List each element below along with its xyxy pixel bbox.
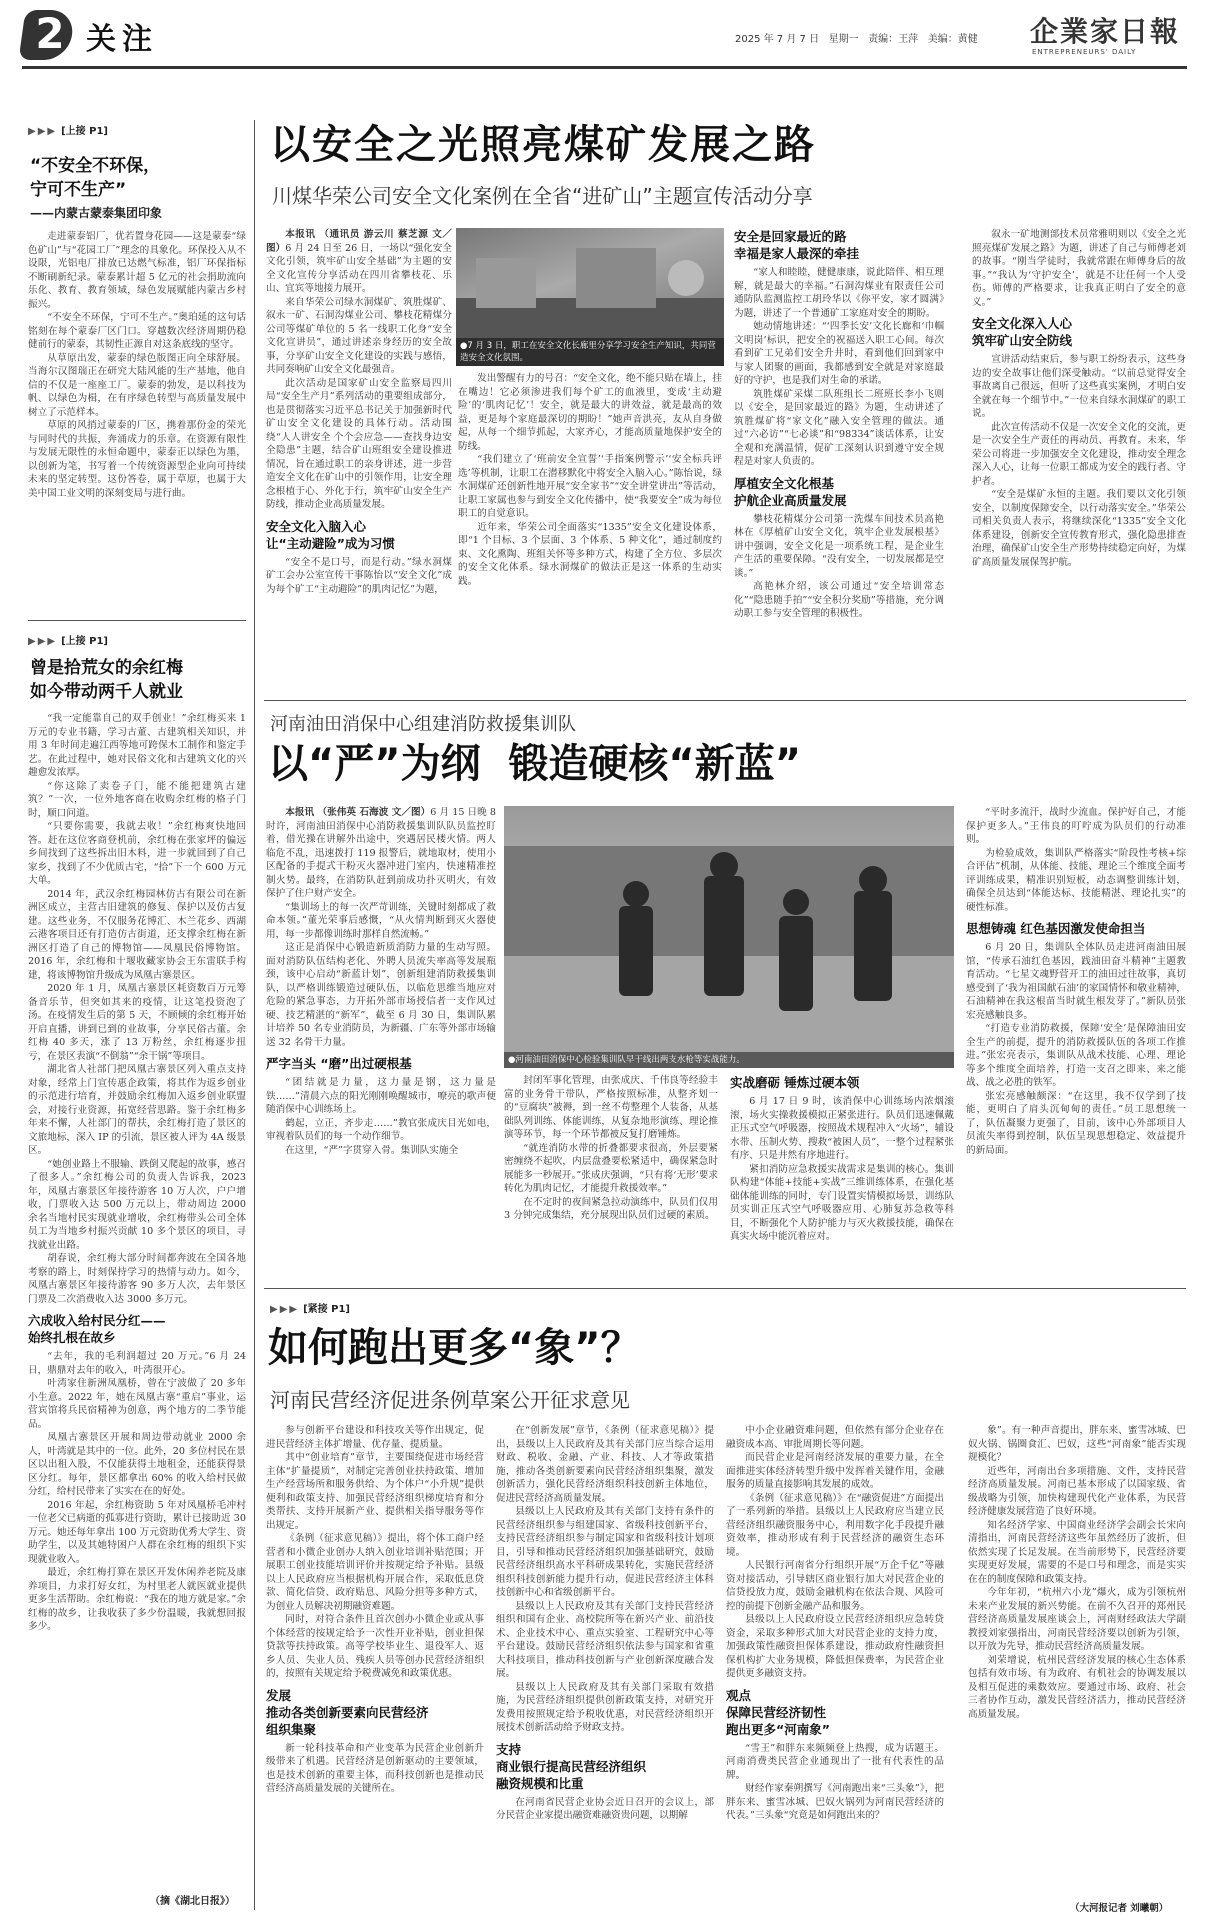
sidebar-subhead: 六成收入给村民分红—— 始终扎根在故乡 xyxy=(28,1313,166,1345)
sidebar-article1-body: 走进蒙泰铝厂，优若置身花园——这是蒙泰“绿色矿山”与“花园工厂”理念的具象化。环保投入从不设限，光铝电厂排放已达燃气标准，铝厂环保指标不断刷新纪录。蒙泰累计超 5 亿元的社会捐助流向乐化、教育、教育领域，绿色发展赋能内蒙古乡村振兴。 “不安全不环保，宁可不生产。”奥珀延的这句话铭刻在每个蒙泰厂区门口。穿越数次经济周期仍稳健前行的蒙泰，其韧性正源自对这条底线的坚守。 从草原出发，蒙泰的绿色版图正向全球舒展。当海尔汉图瑞正在研究大陆风能的生产基地，他自信的不仅是一座座工厂。蒙泰的勃发，是以科技为帆、以绿色为楫，在有序绿色转型与高质量发展中树立了示范样本。 草原的风捎过蒙泰的厂区，携着那份金的荣光与同时代的共振，奔涌成力的乐章。在资源有限性与发展无限性的永恒命题中，蒙泰正以绿色为墨，以创新为笔，书写着一个传统资源型企业向可持续未来的坚定转型。这份答卷，属于草原，也属于大美中国工业文明的深刻变局与进行曲。 xyxy=(28,231,246,499)
article3-divider xyxy=(264,700,1186,701)
article3-col1: 本报讯 （通讯员 游云川 蔡芝源 文／图）6 月 24 日至 26 日，一场以“强化安全文化引领，筑牢矿山安全基础”为主题的安全文化宣传分享活动在四川省攀枝花、乐山、宜宾等地接力展开。 来自华荣公司绿水洞煤矿、筑胜煤矿、叙永一矿、石洞沟煤业公司、攀枝花精煤分公司等煤矿单位的 5 名一线职工化身“安全文化宣讲员”，通过讲述亲身经历的安全故事，分享矿山安全文化建设的实践与感悟，共同奏响矿山安全文化最强音。 此次活动是国家矿山安全监察局四川局“安全生产月”系列活动的重要组成部分，也是贯彻落实习近平总书记关于加强新时代矿山安全文化建设的具体行动。活动围绕“人人讲安全 个个会应急——查找身边安全隐患”主题，结合矿山班组安全建设推进情况，旨在通过职工的亲身讲述，进一步营造安全文化在矿山中的引领作用，让安全理念根植于心、外化于行，筑牢矿山安全生产防线，推动企业高质量发展。 安全文化入脑入心 让“主动避险”成为习惯 “安全不是口号，而是行动。”绿水洞煤矿工会办公室宣传干事陈怡以“安全文化”成为每个矿工“主动避险”的肌肉记忆”为题， xyxy=(266,229,452,595)
jump-label-2: ▶▶▶ [上接 P1] xyxy=(28,636,108,647)
article4-subhead-2: 实战磨砺 锤炼过硬本领 xyxy=(730,1075,860,1090)
article3-col3: 安全是回家最近的路 幸福是家人最深的牵挂 “家人和睦睦，健健康康，说此陪伴、相互理解，就是最大的幸福。”石洞沟煤业有限责任公司通防队监测监控工胡玲华以《你平安，家才圆满》为题，讲述了一个普通矿工家庭对安全的期盼。 她动情地讲述：“‘四季长安’文化长廊和‘巾帼文明岗’标识，把安全的祝福送入职工心间。每次看到矿工兄弟们安全升井时，看到他们回到家中与家人团聚的画面，我都感到安全就是对家庭最好的守护，也是我们对生命的承诺。 筑胜煤矿采煤二队班组长二班班长李小飞则以《安全，是回家最近的路》为题，生动讲述了筑胜煤矿将“家文化”融入安全管理的做法。通过“六必访”“七必谈”和“98334”谈话体系，让安全观和充满温情，促矿工深刻认识到遵守安全规程是对家人负责的。 厚植安全文化根基 护航企业高质量发展 攀枝花精煤分公司第一洗煤车间技术员高艳林在《厚植矿山安全文化，筑牢企业发展根基》讲中强调，安全文化是一项系统工程，是企业生产生活的重要保障。“没有安全，一切发展都是空谈。” 高艳林介绍，该公司通过“安全培训常态化”“隐患随手拍”“安全积分奖励”等措施，充分调动职工参与安全管理的积极性。 xyxy=(734,229,944,619)
editor: 责编：王萍 xyxy=(868,34,919,45)
sidebar-article2-body: “我一定能靠自己的双手创业！”余红梅买来 1 万元的专业书籍，学习古董、古建筑相关知识，并用 3 年时间走遍江西等地可跨保木工制作和鉴定手艺。在此过程中，她对民俗文化和古建筑文化的兴趣愈发浓厚。 “你这除了卖卷子门，能不能把建筑古建筑？”一次，一位外地客商在收购余红梅的格子门时，顺口问道。 “只要你需要，我就去收！”余红梅爽快地回答。赶在这位客商登机前，余红梅在张家坪的偏远乡间找到了这些拆出旧木料，进一步就回到了自己家乡，找到了不少优质古宅，“拾”下一个 600 万元大单。 2014 年，武汉余红梅园林仿古有限公司在新洲区成立，主营古旧建筑的修复、保护以及仿古复建。这些业务，不仅服务花博汇、木兰花乡、西湖云港客项目还有打造仿古街道，还支撑余红梅在新洲区打造了自己的博物馆——凤凰民俗博物馆。2016 年，余红梅和十堰收藏家协会王东雷联手构建，将该博物馆升级成为凤凰古寨景区。 2020 年 1 月，凤凰古寨景区耗资数百万元筹备音乐节，但突如其来的疫情，让这笔投资泡了汤。在疫情发生后的第 5 天，不顾倾的余红梅开始开启直播，讲到已到的业故事，分享民俗古董。余红梅 40 多天，涨了 13 万粉丝，余红梅逐步扭亏，在景区表演“不倒翁”“余干锅”等项目。 湖北省人社部门把凤凰古寨景区列入重点支持对象，经常上门宣传惠企政策，将其作为返乡创业的示范进行培育，并鼓励余红梅加入返乡创业联盟会，对接行业资源，拓宽经营思路。鉴于余红梅多年来不懈，人社部门的帮扶，余红梅打造了景区的文旅地标，深入 IP 的引流，景区被人评为 4A 级景区。 “她创业路上不服输、跌倒又爬起的故事，感召了很多人。”余红梅公司的负责人告诉我，2023 年，凤凰古寨景区年接待游客 10 万人次，户户增收，门票收入达 500 万元以上，带动周边 2000 余名当地村民实现就业增收，余红梅带头公司全体员工为当地乡村振兴贡献 10 多个景区的项目，寻找就业出路。 胡春说，余红梅大部分时间都奔波在全国各地考察的路上，时刻保持学习的热情与动力。如今，凤凰古寨景区年接待游客 90 多万人次，去年景区门票及二次消费收入达 3000 多万元。 六成收入给村民分红—— 始终扎根在故乡 “去年，我的毛利润超过 20 万元。”6 月 24 日，鼎鼎对去年的收入，叶湾很开心。 叶湾家住新洲凤凰桥，曾在宁波做了 20 多年小生意。2022 年，她在凤凰古寨“重启”事业，运营宾馆将兵民宿精神为创意，两个地方的二季节能品。 凤凰古寨景区开展和周边带动就业 2000 余人，叶湾就是其中的一位。此外，20 多位村民在景区以出租入股，不仅能获得土地租金，还能获得景区分红。每年，景区都拿出 60% 的收入给村民做分红，给村民带来了实实在在的好处。 2016 年起，余红梅资助 5 年对凤凰桥毛冲村一位老父已病逝的孤寡进行资助，累计已接助近 30 万元。她还每年拿出 100 万元资助优秀大学生、资助学生，以及其她特困户人群在余红梅的组织下实现就业收入。 最近，余红梅打算在景区开发休闲养老院及康养项目，力求打好女红，为村里老人就医就业提供更多生活帮助。余红梅说：“我在的地方就是家。”余红梅的故乡，让我收获了多少份温暖，我就想回报多少。 xyxy=(28,713,246,1632)
article4-col3: 实战磨砺 锤炼过硬本领 6 月 17 日 9 时，该消保中心训练场内浓烟滚滚，场火实操救援模拟正紧张进行。队员们迅速佩戴正压式空气呼吸器，按照战术规程冲入“火场”，辅设水带、压制火势、搜救“被困人员”，一整个过程紧张有序、只是井然有序地进行。 紧扣消防应急救援实战需求是集训的核心。集训队构建“体能+技能+实战”三维训练体系，在强化基础体能训练的同时，专门设置实情模拟场景，训练队员实训正压式空气呼吸器应用、心肺复苏急救等科目，不断强化个人防护能力与灭火救援技能，确保在真实火场中能沉着应对。 xyxy=(730,1075,954,1242)
article4-divider xyxy=(264,1288,1186,1289)
header-meta xyxy=(735,30,978,45)
article5-source: （大河报记者 刘曦朝） xyxy=(1070,1903,1169,1914)
article5-subhead-2: 支持 商业银行提高民营经济组织 融资规模和比重 xyxy=(496,1741,647,1791)
article4-kicker: 河南油田消保中心组建消防救援集训队 xyxy=(270,714,576,735)
article5-subhead-3: 观点 保障民营经济韧性 跑出更多“河南象” xyxy=(726,1687,830,1737)
article5-title: 如何跑出更多“象”？ xyxy=(268,1325,641,1371)
sidebar-divider-1 xyxy=(28,620,246,621)
article5-subhead-1: 发展 推动各类创新要素向民营经济 组织集聚 xyxy=(266,1687,429,1737)
article5-col2: 在“创新发展”章节，《条例（征求意见稿）》提出，县级以上人民政府及其有关部门应当综合运用财政、税收、金融、产业、科技、人才等政策措施，推动各类创新要素向民营经济组织集聚，激发创新活力，强化民营经济组织科技创新主体地位，促进民营经济高质量发展。 县级以上人民政府及其有关部门支持有条件的民营经济组织参与组建国家、省级科技创新平台，支持民营经济组织参与制定国家和省级科技计划项目，引导和推动民营经济组织加强基础研究，鼓励民营经济组织高水平科研成果转化，实施民营经济组织科技创新能力提升行动，促进民营经济主体科技创新中心和省级创新平台。 县级以上人民政府及其有关部门支持民营经济组织和国有企业、高校院所等在新兴产业、前沿技术、企业技术中心、重点实验室、工程研究中心等平台建设。鼓励民营经济组织依法参与国家和省重大科技项目，推动科技创新与产业创新深度融合发展。 县级以上人民政府及其有关部门采取有效措施，为民营经济组织提供创新政策支持，对研究开发费用按照规定给予税收优惠，对民营经济组织开展技术创新活动给予财政支持。 支持 商业银行提高民营经济组织 融资规模和比重 在河南省民营企业协会近日召开的会议上，部分民营企业家提出融资难融资贵问题，以期解 xyxy=(496,1425,714,1821)
article3-subhead-1: 安全文化入脑入心 让“主动避险”成为习惯 xyxy=(266,518,395,551)
article5-col1: 参与创新平台建设和科技攻关等作出规定，促进民营经济主体扩增量、优存量、提质量。 其中“创业培育”章节，主要围绕促进市场经营主体“扩量提质”，对制定完善创业扶持政策、增加生产经营场所和服务供给、为个体户“小升规”提供便利和政策支持、加强民营经济组织梯度培育和分类帮扶、支持开展新产业、提供相关指导服务等作出规定。 《条例（征求意见稿）》提出，将个体工商户经营者和小微企业创办人纳入创业培训补贴范围；开展职工创业技能培训评价并按规定给予补贴。县级以上人民政府应当根据机构开展合作，采取低息贷款、简化信贷、政府贴息、风险分担等多种方式，为创业人员解决初期融资难题。 同时，对符合条件且首次创办小微企业或从事个体经营的按规定给予一次性开业补贴，创业担保贷款等扶持政策。高等学校毕业生、退役军人、返乡人员、失业人员、残疾人员等创办民营经济组织的，按照有关规定给予税费减免和政策优惠。 发展 推动各类创新要素向民营经济 组织集聚 新一轮科技革命和产业变革为民营企业创新升级带来了机遇。民营经济是创新驱动的主要领域，也是技术创新的重要主体，而科技创新也是推动民营经济高质量发展的关键所在。 xyxy=(266,1425,484,1794)
jump-label-1: ▶▶▶ [上接 P1] xyxy=(28,126,108,137)
article5-subtitle: 河南民营经济促进条例草案公开征求意见 xyxy=(270,1388,630,1412)
jump-label-3: ▶▶▶ [紧接 P1] xyxy=(270,1304,350,1315)
article3-subhead-4: 安全文化深入人心 筑牢矿山安全防线 xyxy=(972,316,1073,348)
article4-subhead-1: 严字当头 “磨”出过硬根基 xyxy=(266,1056,412,1071)
article4-col4: “平时多流汗，战时少流血。保护好自己，才能保护更多人。”王伟良的叮咛成为队员们的行动准则。 为检验成效，集训队严格落实“阶段性考核+综合评估”机制，从体能、技能、理论三个维度全面考评训练成果，精准识别短板，动态调整训练计划，确保全员达到“体能达标、技能精湛、理论扎实”的硬性标准。 思想铸魂 红色基因激发使命担当 6 月 20 日，集训队全体队员走进河南油田展馆，“传承石油红色基因，践油田奋斗精神”主题教育活动。“七星文魂野营开工的油田过往故事，真切感受到了‘我为祖国献石油’的家国情怀和敬业精神，石油精神在我这根苗当时就生根发芽了。”新队员张宏亮感触良多。 “打造专业消防救援，保障‘安全’是保障油田安全生产的前提，提升的消防救援队伍的各项工作推进。”张宏亮表示，集训队从战术技能、心理、理论等多个维度全面培养，打造一支召之即来、来之能战、战之必胜的铁军。 张宏亮感触颇深：“在这里，我不仅学到了技能，更明白了肩头沉甸甸的责任。”员工思想统一了，队伍凝聚力更强了，目前，该中心外部项目人员流失率得到控制，队伍呈现思想稳定、效益提升的新局面。 xyxy=(966,807,1186,1156)
article3-subtitle: 川煤华荣公司安全文化案例在全省“进矿山”主题宣传活动分享 xyxy=(272,184,813,208)
article3-photo xyxy=(456,228,724,366)
article4-title: 以“严”为纲 锻造硬核“新蓝” xyxy=(268,741,802,787)
article4-col1: 本报讯 （张伟英 石海波 文／图）6 月 15 日晚 8 时许，河南油田消保中心消防救援集训队队员监控盯着，借光操在讲解外出途中，突遇居民楼火情。两人临危不乱，迅速拨打 119 报警后，就地取材，使用小区配备的手提式干粉灭火器冲进门室内，快速精准控制火势。最终，在消防队赶到前成功扑灭明火，有效保护了住户财产安全。 “集训场上的每一次严苛训练，关键时刻都成了救命本领。”董光荣事后感慨，“从火情判断到灭火器使用，每一步都像训练时那样自然流畅。” 这正是消保中心锻造新质消防力量的生动写照。面对消防队伍结构老化、外聘人员流失率高等发展瓶颈，该中心启动“新蓝计划”，创新组建消防救援集训队，以严格训练锻造过硬队伍，以临危思维当地应对危险的紧急事态，力开拓外部市场授信者一支作风过硬、技艺精湛的“新军”，截至 6 月 30 日，集训队累计培养 50 名专业消防员，为新疆、广东等外部市场输送 32 名骨干力量。 严字当头 “磨”出过硬根基 “团结就是力量，这力量是钢，这力量是铁……”清晨六点的阳光刚刚唤醒城市，嘹亮的歌声便随消保中心训练场上。 鹤起，立正，齐步走……”教官张成庆目光如电，审视着队员们的每一个动作细节。 在这里，“严”字贯穿入骨。集训队实施全 xyxy=(266,807,496,1156)
article3-subhead-2: 安全是回家最近的路 幸福是家人最深的牵挂 xyxy=(734,229,860,261)
sidebar-source: （摘《湖北日报》） xyxy=(150,1896,235,1907)
header-rule xyxy=(22,66,1187,69)
masthead-en: ENTREPRENEURS' DAILY xyxy=(1032,48,1137,56)
article4-photo xyxy=(504,806,954,1068)
article3-col2: 发出警醒有力的号召：“安全文化，绝不能只贴在墙上，挂在嘴边！它必须渗进我们每个矿工的血液里，变成‘主动避险’的‘肌肉记忆’！安全，就是最大的讲效益，就是最高的效益，更是每个家庭最深切的期盼！”她声音洪亮，友从自身做起，从每一个细节抓起，大家齐心，才能高质量地保护安全的防线。 “我们建立了‘班前安全宣誓’‘手指案例警示’‘安全标兵评选’等机制，让职工在潜移默化中将安全入脑入心。”陈怡说，绿水洞煤矿还创新性地开展“安全家书”“安全讲堂讲出”等活动，让职工家属也参与到安全文化传播中，使“我要安全”成为每位职工的自觉意识。 近年来，华荣公司全面落实“1335”安全文化建设体系，即“1 个目标、3 个层面、3 个体系、5 种文化”，通过制度约束、文化熏陶、班组关怀等多种方式，构建了全方位、多层次的安全文化体系。绿水洞煤矿的做法正是这一体系的生动实践。 xyxy=(458,373,722,587)
designer: 美编：黄健 xyxy=(927,34,978,45)
article4-col2: 封闭军事化管理，由张成庆、千伟良等经验丰富的业务骨干带队，严格按照标准，从整齐划一的“豆腐块”被褥，到一丝不苟整理个人装备，从基础队列训练、体能训练，从复杂地形演练、理论推演等环节，每一个环节都被反复打磨锤炼。 “就连消防水带的折叠都要求很高，外层要紧密缠绕不起吹，内层盘叠要松紧适中，确保紧急时展能多一秒展开。”张成庆强调，“只有将‘无形’要求转化为肌肉记忆，才能提升救援效率。” 在不定时的夜间紧急拉动演练中，队员们仅用 3 分钟完成集结，充分展现出队员们过硬的素质。 xyxy=(504,1075,718,1221)
issue-weekday: 星期一 xyxy=(828,34,859,45)
sidebar-article1-title: “不安全不环保， 宁可不生产” xyxy=(30,156,161,200)
article4-photo-caption: ●河南油田消保中心检验集训队早干线出两支水枪等实战能力。 xyxy=(504,1052,954,1068)
article4-subhead-3: 思想铸魂 红色基因激发使命担当 xyxy=(966,921,1146,936)
article5-col3: 中小企业融资难问题，但依然有部分企业存在融资成本高、审批周期长等问题。 而民营企业是河南经济发展的重要力量，在全面推进实体经济转型升级中发挥着关键作用，金融服务的质量直接影响其发展的成效。 《条例（征求意见稿）》在“融资促进”方面提出了一系列新的举措。县级以上人民政府应当建立民营经济组织融资服务中心，利用数字化手段提升融资效率，推动形成有利于民营经济的融资生态环境。 人民银行河南省分行组织开展“万企千亿”等融资对接活动，引导辖区商业银行加大对民营企业的信贷投放力度，鼓励金融机构在依法合规、风险可控的前提下创新金融产品和服务。 县级以上人民政府设立民营经济组织应急转贷资金，采取多种形式加大对民营企业的支持力度，加强政策性融资担保体系建设，推动政府性融资担保机构扩大业务规模，降低担保费率，为民营企业提供更多融资支持。 观点 保障民营经济韧性 跑出更多“河南象” “雪王”和胖东来频频登上热搜，成为话题王。河南消费类民营企业通现出了一批有代表性的品牌。 财经作家秦朔撰写《河南跑出来“三头象”》，把胖东来、蜜雪冰城、巴奴火锅列为河南民营经济的代表。”三头象“究竟是如何跑出来的？ xyxy=(726,1425,944,1821)
article3-photo-caption: ●7 月 3 日，职工在安全文化长廊里分享学习安全生产知识，共同营造安全文化氛围。 xyxy=(456,338,724,366)
article3-subhead-3: 厚植安全文化根基 护航企业高质量发展 xyxy=(734,475,847,508)
firefighter-scene-icon xyxy=(504,806,954,1068)
page-number: 2 xyxy=(35,9,65,58)
sidebar-article1-subtitle: ——内蒙古蒙泰集团印象 xyxy=(30,206,163,220)
masthead: 企業家日報 xyxy=(1030,15,1181,48)
sidebar-article2-title: 曾是拾荒女的余红梅 如今带动两千人就业 xyxy=(30,658,183,702)
section-title: 关注 xyxy=(86,22,158,57)
sidebar-vertical-rule xyxy=(254,120,255,1910)
article3-title: 以安全之光照亮煤矿发展之路 xyxy=(270,122,816,168)
article3-col4: 叙永一矿地测部技术员常雅明则以《安全之光照亮煤矿发展之路》为题，讲述了自己与师傅老刘的故事。“刚当学徒时，我就常跟在师傅身后的故事。”“我认为‘守护安全’，就是不让任何一个人受伤。师傅的严格要求，让我真正明白了安全的意义。” 安全文化深入人心 筑牢矿山安全防线 宣讲活动结束后，参与职工纷纷表示，这些身边的安全故事让他们深受触动。“以前总觉得安全事故离自己很远，但听了这些真实案例，才明白安全就在每一个细节中。”一位来自绿水洞煤矿的职工说。 此次宣传活动不仅是一次安全文化的交流，更是一次安全生产责任的再动员、再教育。未来，华荣公司将进一步加强安全文化建设，推动安全理念深入人心，让每一位职工都成为安全的践行者、守护者。 “安全是煤矿永恒的主题。我们要以文化引领安全，以制度保障安全，以行动落实安全。”华荣公司相关负责人表示，将继续深化“1335”安全文化体系建设，创新安全宣传教育形式，强化隐患排查治理，确保矿山安全生产形势持续稳定向好，为煤矿高质量发展保驾护航。 xyxy=(972,229,1186,568)
page-header xyxy=(0,0,1209,70)
article5-col4: 象”。有一种声音提出，胖东来、蜜雪冰城、巴奴火锅、锅圈食汇、巴奴，这些“河南象”能否实现规模化？ 近些年，河南出台多项措施、文件，支持民营经济高质量发展。河南已基本形成了以国家级、省级战略为引领，加快构建现代化产业体系，为民营经济健康发展营造了良好环境。 知名经济学家、中国商业经济学会副会长宋向清指出，河南民营经济这些年虽然经历了波折，但依然实现了长足发展。在当前形势下，民营经济要实现更好发展，需要的不是口号和理念，而是实实在在的制度保障和政策支持。 今年年初，“杭州六小龙”爆火，成为引领杭州未来产业发展的新兴势能。在前不久召开的郑州民营经济高质量发展座谈会上，河南财经政法大学副教授刘家强指出，河南民营经济要以创新为引领，以开放为先导，推动民营经济高质量发展。 刘荣增说，杭州民营经济发展的核心生态体系包括有效市场、有为政府、有机社会的协调发展以及相互促进的乘数效应。要通过市场、政府、社会三者协作互动，激发民营经济活力，推动民营经济高质量发展。 xyxy=(968,1425,1186,1720)
issue-date: 2025 年 7 月 7 日 xyxy=(735,34,820,45)
